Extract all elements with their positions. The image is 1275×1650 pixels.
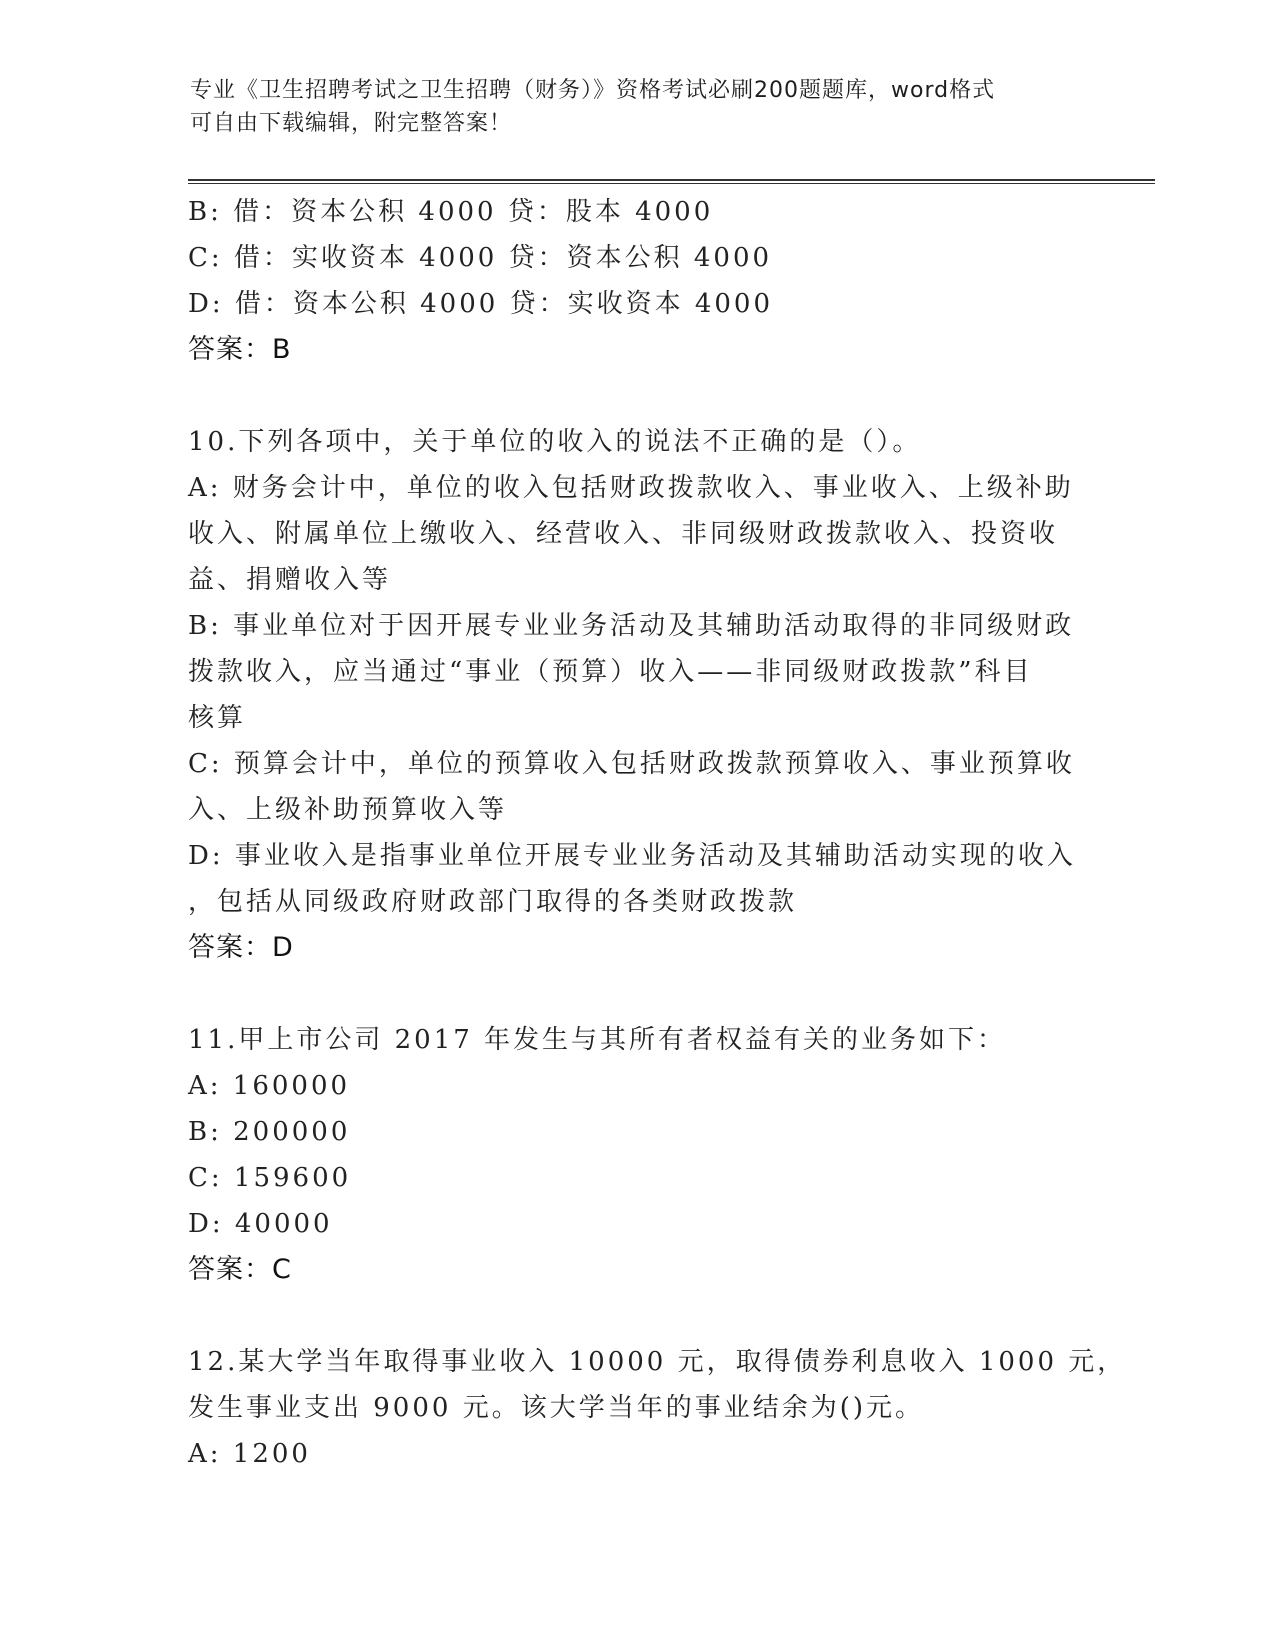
- header-divider: [188, 179, 1155, 184]
- question-9-option-b: B: 借：资本公积 4000 贷：股本 4000: [188, 197, 714, 227]
- spacer: [188, 373, 1088, 419]
- question-11-option-b: B: 200000: [188, 1117, 351, 1147]
- question-11-option-c: C: 159600: [188, 1163, 352, 1193]
- option-line: 入、上级补助预算收入等: [188, 795, 508, 825]
- option-line: A: 财务会计中，单位的收入包括财政拨款收入、事业收入、上级补助: [188, 473, 1074, 503]
- document-body: [188, 189, 1127, 1477]
- option-line: 拨款收入，应当通过“事业（预算）收入——非同级财政拨款”科目: [188, 657, 1033, 687]
- question-12-stem-line-2: 发生事业支出 9000 元。该大学当年的事业结余为()元。: [188, 1393, 924, 1423]
- question-11-option-d: D: 40000: [188, 1209, 333, 1239]
- question-12-option-a: A: 1200: [188, 1439, 311, 1469]
- question-9-option-c: C: 借：实收资本 4000 贷：资本公积 4000: [188, 243, 773, 273]
- option-line: 益、捐赠收入等: [188, 565, 392, 595]
- question-10-option-d: [188, 833, 1088, 925]
- question-11-stem: 11.甲上市公司 2017 年发生与其所有者权益有关的业务如下：: [188, 1025, 1007, 1055]
- question-10-answer: 答案：D: [188, 932, 294, 963]
- question-11: [188, 1017, 1088, 1293]
- spacer: [188, 1293, 1088, 1339]
- question-10: [188, 419, 1088, 971]
- option-line: B: 事业单位对于因开展专业业务活动及其辅助活动取得的非同级财政: [188, 611, 1075, 641]
- question-11-option-a: A: 160000: [188, 1071, 351, 1101]
- option-line: 核算: [188, 703, 247, 733]
- question-10-option-b: [188, 603, 1088, 741]
- spacer: [188, 971, 1088, 1017]
- question-10-option-a: [188, 465, 1088, 603]
- question-12: [188, 1339, 1127, 1477]
- question-12-stem-line-1: 12.某大学当年取得事业收入 10000 元，取得债券利息收入 1000 元，: [188, 1347, 1127, 1377]
- question-9-answer: 答案：B: [188, 334, 292, 365]
- header-title-line-1: 专业《卫生招聘考试之卫生招聘（财务）》资格考试必刷200题题库，word格式: [190, 78, 996, 103]
- header-title-line-2: 可自由下载编辑，附完整答案！: [190, 111, 513, 136]
- document-header: [190, 74, 1090, 140]
- question-10-stem: 10.下列各项中，关于单位的收入的说法不正确的是（）。: [188, 427, 922, 457]
- question-9-option-d: D: 借：资本公积 4000 贷：实收资本 4000: [188, 289, 774, 319]
- option-line: D: 事业收入是指事业单位开展专业业务活动及其辅助活动实现的收入: [188, 841, 1076, 871]
- question-11-answer: 答案：C: [188, 1254, 292, 1285]
- option-line: 收入、附属单位上缴收入、经营收入、非同级财政拨款收入、投资收: [188, 519, 1059, 549]
- option-line: C: 预算会计中，单位的预算收入包括财政拨款预算收入、事业预算收: [188, 749, 1075, 779]
- question-10-option-c: [188, 741, 1088, 833]
- question-9: [188, 189, 1088, 373]
- option-line: ，包括从同级政府财政部门取得的各类财政拨款: [188, 887, 798, 917]
